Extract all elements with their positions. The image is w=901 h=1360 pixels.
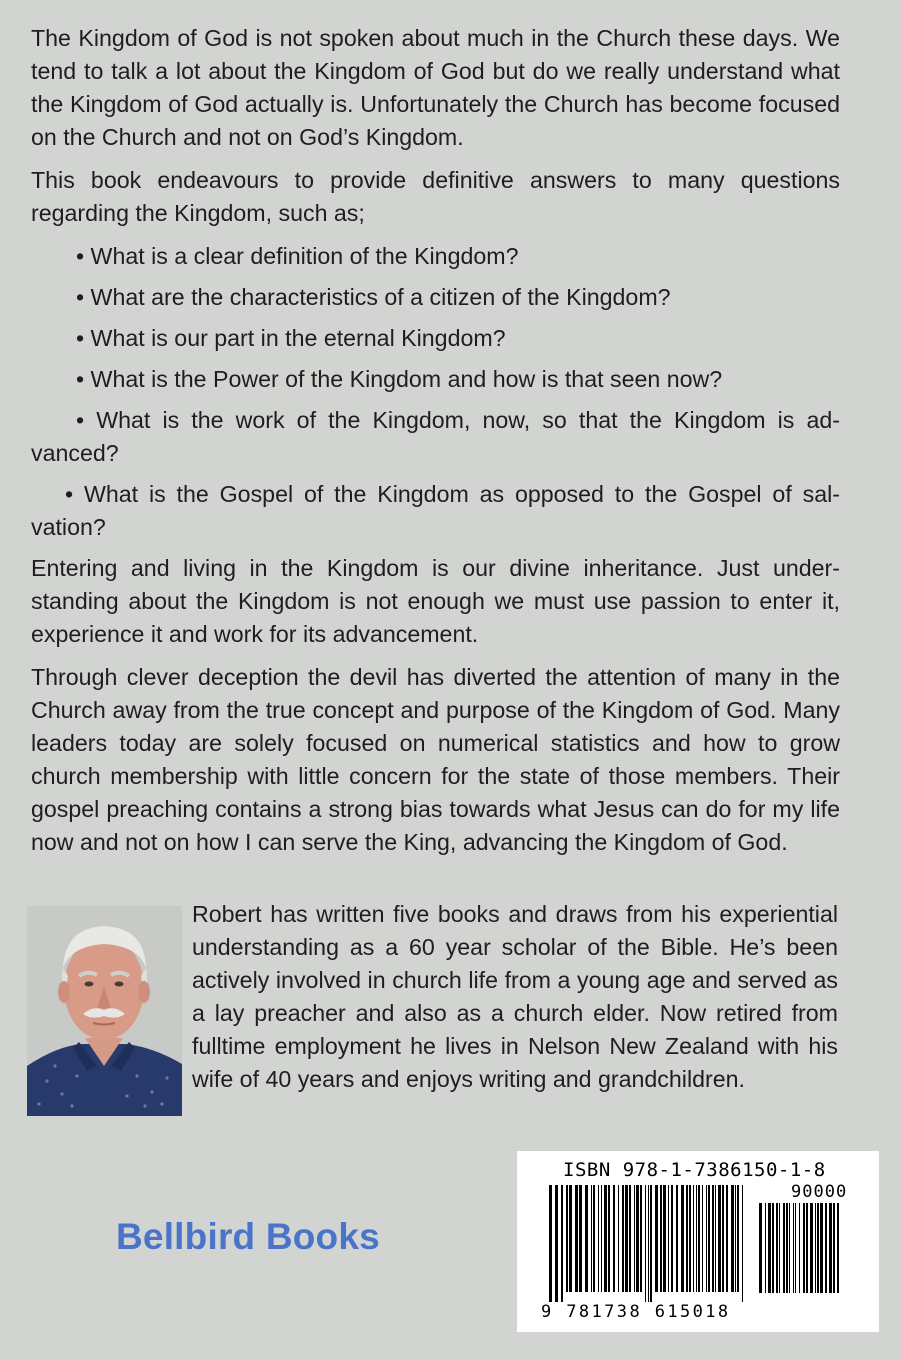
barcode-bar: [650, 1185, 652, 1302]
barcode-bar: [629, 1185, 631, 1292]
barcode-bar: [561, 1185, 563, 1302]
barcode-bar: [715, 1185, 716, 1292]
publisher-name: Bellbird Books: [116, 1216, 380, 1257]
barcode-bar: [625, 1185, 628, 1292]
barcode-bar: [731, 1185, 734, 1292]
barcode-bar: [799, 1203, 800, 1293]
barcode-bar: [579, 1185, 582, 1292]
barcode-bar: [803, 1203, 805, 1293]
barcode-bar: [759, 1203, 762, 1293]
barcode-bar: [772, 1203, 774, 1293]
barcode-bar: [742, 1185, 743, 1302]
barcode-bar: [837, 1203, 839, 1293]
question-item: • What is the Gospel of the Kingdom as opposed to the Gospel of salvation?: [31, 481, 840, 540]
barcode-bar: [768, 1203, 771, 1293]
barcode-bar: [598, 1185, 599, 1292]
barcode-bar: [786, 1203, 788, 1293]
ean-digits: 9 781738 615018: [541, 1302, 731, 1322]
deception-paragraph: Through clever deception the devil has diverted the attention of many in the Church away from the true concept and purpose of the Kingdom of God. Many leaders today are solely focused on numerical statistics and how to grow church membership with little concern for the state of those members. Their gospel preaching contains a strong bias towards what Jesus can do for my life now and not on how I can serve the King, advancing the Kingdom of God.: [31, 664, 840, 855]
question-item: • What is our part in the eternal Kingdom?: [76, 325, 506, 351]
barcode-bar: [622, 1185, 624, 1292]
barcode-bar: [681, 1185, 684, 1292]
barcode-bar: [810, 1203, 813, 1293]
question-item: • What are the characteristics of a citizen of the Kingdom?: [76, 284, 671, 310]
barcode-bar: [765, 1203, 766, 1293]
barcode-bar: [806, 1203, 808, 1293]
barcode-bar: [585, 1185, 588, 1292]
barcode-bar: [601, 1185, 602, 1292]
barcode-bar: [776, 1203, 778, 1293]
barcode-bar: [829, 1203, 832, 1293]
barcode-bar: [613, 1185, 615, 1292]
barcode-bar: [698, 1185, 700, 1292]
ean-barcode-bars: [549, 1185, 745, 1302]
barcode-bar: [722, 1185, 724, 1292]
question-item: • What is a clear definition of the Kingdom?: [76, 243, 519, 269]
barcode-bar: [793, 1203, 794, 1293]
barcode-bar: [660, 1185, 662, 1292]
purpose-paragraph: This book endeavours to provide definitive answers to many questions regarding the Kingdom, such as;: [31, 167, 840, 226]
barcode-bar: [737, 1185, 739, 1292]
barcode-bar: [833, 1203, 835, 1293]
barcode-bar: [820, 1203, 823, 1293]
barcode-bar: [783, 1203, 785, 1293]
barcode-bar: [593, 1185, 595, 1292]
barcode-bar: [655, 1185, 658, 1292]
price-code: 90000: [791, 1182, 848, 1202]
barcode-bar: [569, 1185, 572, 1292]
barcode-bar: [608, 1185, 610, 1292]
barcode-bar: [706, 1185, 707, 1292]
barcode-bar: [676, 1185, 678, 1292]
barcode-bar: [549, 1185, 552, 1302]
isbn-barcode: [517, 1151, 879, 1332]
barcode-bar: [779, 1203, 780, 1293]
barcode-bar: [645, 1185, 646, 1302]
blurb: [31, 22, 840, 869]
author-bio: Robert has written five books and draws from his experiential understanding as a 60 year scholar of the Bible. He’s been actively involved in church life from a young age and served as a lay preacher and also as a church elder. Now retired from fulltime employment he lives in Nelson New Zealand with his wife of 40 years and enjoys writing and grandchildren.: [192, 901, 838, 1092]
barcode-bar: [689, 1185, 691, 1292]
author-photo: [27, 906, 182, 1116]
barcode-bar: [817, 1203, 819, 1293]
barcode-bar: [795, 1203, 796, 1293]
addon-barcode-bars: [759, 1203, 841, 1303]
barcode-bar: [634, 1185, 635, 1292]
barcode-bar: [825, 1203, 827, 1293]
question-item: • What is the work of the Kingdom, now, so that the Kingdom is advanced?: [31, 407, 840, 466]
question-item: • What is the Power of the Kingdom and how is that seen now?: [76, 366, 723, 392]
barcode-bar: [604, 1185, 607, 1292]
author-portrait-illustration: [27, 906, 182, 1116]
barcode-bar: [671, 1185, 673, 1292]
barcode-bar: [696, 1185, 697, 1292]
inheritance-paragraph: Entering and living in the Kingdom is our divine inheritance. Just understanding about the Kingdom is not enough we must use passion to enter it, experience it and work for its advancement.: [31, 555, 840, 647]
barcode-bar: [555, 1185, 558, 1302]
barcode-bar: [708, 1185, 710, 1292]
barcode-bar: [789, 1203, 790, 1293]
barcode-bar: [591, 1185, 592, 1292]
barcode-bar: [718, 1185, 721, 1292]
barcode-bar: [566, 1185, 568, 1292]
barcode-bar: [636, 1185, 639, 1292]
barcode-bar: [726, 1185, 728, 1292]
barcode-bar: [663, 1185, 666, 1292]
barcode-bar: [702, 1185, 703, 1292]
isbn-label: ISBN 978-1-7386150-1-8: [563, 1159, 826, 1181]
barcode-bar: [648, 1185, 649, 1302]
barcode-bar: [668, 1185, 669, 1292]
barcode-bar: [712, 1185, 714, 1292]
barcode-bar: [693, 1185, 694, 1292]
barcode-bar: [735, 1185, 736, 1292]
barcode-bar: [575, 1185, 578, 1292]
intro-paragraph: The Kingdom of God is not spoken about much in the Church these days. We tend to talk a lot about the Kingdom of God but do we really understand what the Kingdom of God actually is. Unfortunately the Church has become focused on the Church and not on God’s Kingdom.: [31, 25, 840, 150]
barcode-bar: [686, 1185, 688, 1292]
barcode-bar: [640, 1185, 642, 1292]
barcode-bar: [815, 1203, 816, 1293]
barcode-bar: [618, 1185, 619, 1292]
